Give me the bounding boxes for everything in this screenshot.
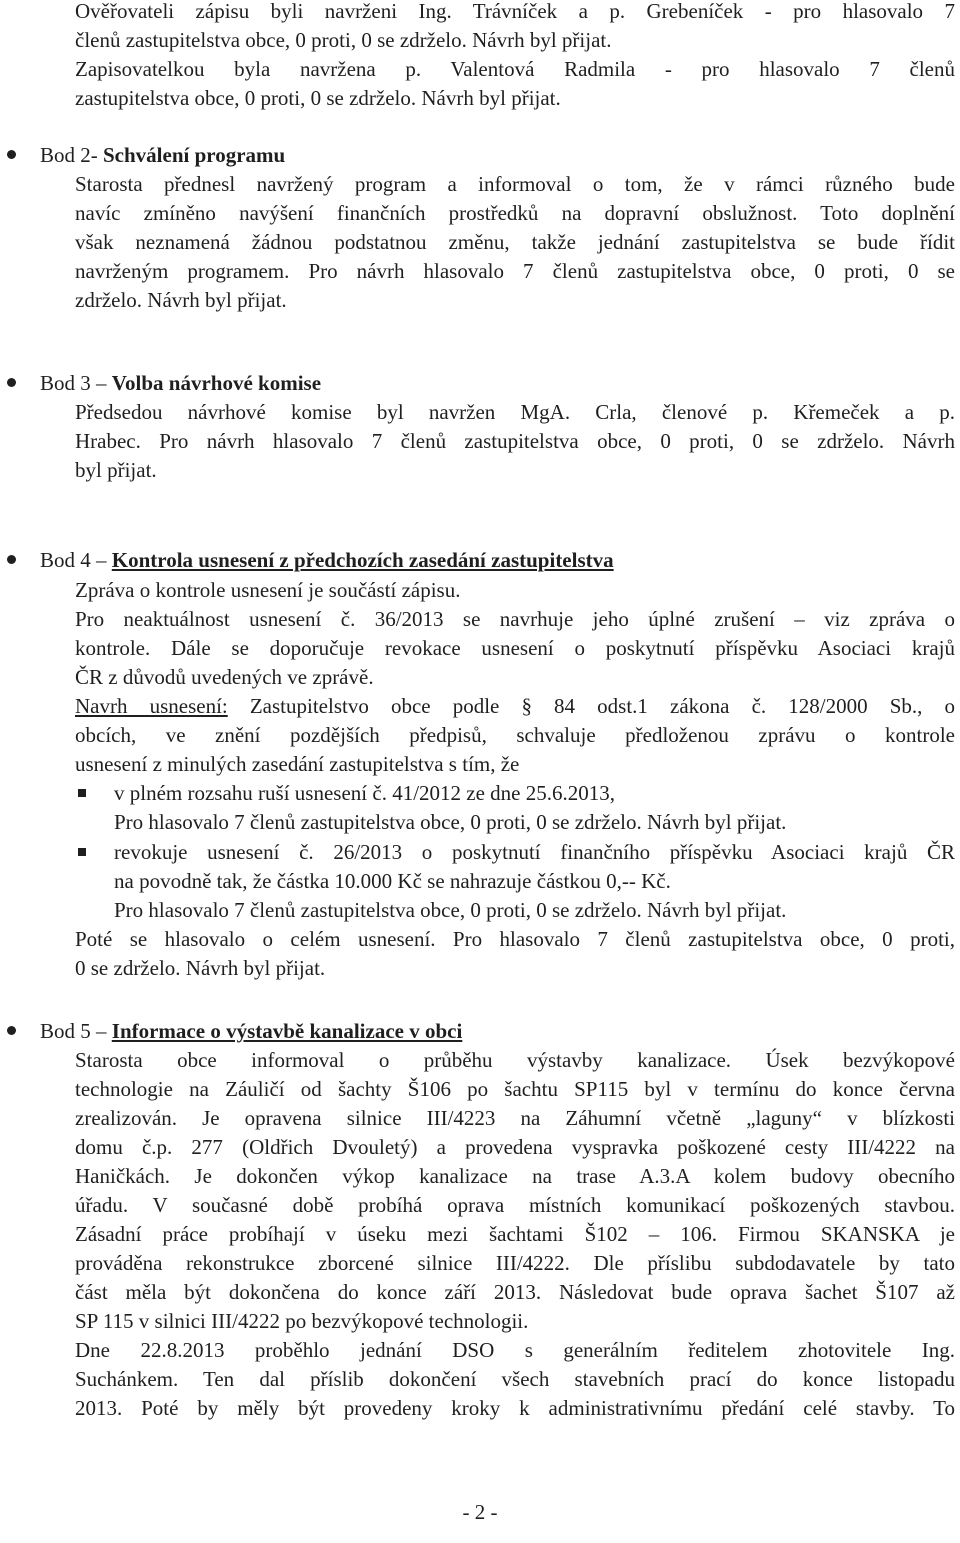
section-heading-bod2	[40, 141, 285, 169]
bod3-line: Hrabec. Pro návrh hlasovalo 7 členů zastupitelstva obce, 0 proti, 0 se zdrželo. Návrh	[75, 429, 955, 453]
navrh-line: usnesení z minulých zasedání zastupitelstva s tím, že	[75, 752, 520, 776]
bod5-line: část měla být dokončena do konce září 2013. Následovat bude oprava šachet Š107 až	[75, 1280, 955, 1304]
bod3-line: Předsedou návrhové komise byl navržen MgA. Crla, členové p. Křemeček a p.	[75, 400, 955, 424]
square-bullet-icon	[78, 789, 86, 797]
resolution-item: v plném rozsahu ruší usnesení č. 41/2012 ze dne 25.6.2013,	[114, 781, 615, 805]
resolution-vote: Pro hlasovalo 7 členů zastupitelstva obce, 0 proti, 0 se zdrželo. Návrh byl přijat.	[114, 810, 787, 834]
bod2-line: navrženým programem. Pro návrh hlasovalo 7 členů zastupitelstva obce, 0 proti, 0 se	[75, 259, 955, 283]
resolution-vote: Pro hlasovalo 7 členů zastupitelstva obce, 0 proti, 0 se zdrželo. Návrh byl přijat.	[114, 898, 787, 922]
bod5-line: prováděna rekonstrukce zborcené silnice III/4222. Dle příslibu subdodavatele by tato	[75, 1251, 955, 1275]
bod5-line: úřadu. V současné době probíhá oprava místních komunikací poškozených stavbou.	[75, 1193, 955, 1217]
heading-title: Kontrola usnesení z předchozích zasedání zastupitelstva	[111, 548, 614, 572]
bod4-line: ČR z důvodů uvedených ve zprávě.	[75, 665, 374, 689]
intro-line: Ověřovateli zápisu byli navrženi Ing. Trávníček a p. Grebeníček - pro hlasovalo 7	[75, 0, 955, 23]
bod4-line: kontrole. Dále se doporučuje revokace usnesení o poskytnutí příspěvku Asociaci krajů	[75, 636, 955, 660]
bullet-icon	[7, 150, 16, 159]
bod5-line: Zásadní práce probíhají v úseku mezi šachtami Š102 – 106. Firmou SKANSKA je	[75, 1222, 955, 1246]
bullet-icon	[7, 378, 16, 387]
heading-title: Informace o výstavbě kanalizace v obci	[111, 1019, 463, 1043]
bullet-icon	[7, 1026, 16, 1035]
bod5-line: technologie na Záuličí od šachty Š106 po šachtu SP115 byl v termínu do konce června	[75, 1077, 955, 1101]
heading-prefix: Bod 4 –	[40, 548, 112, 572]
bod2-line: navíc zmíněno navýšení finančních prostředků na dopravní obslužnost. Toto doplnění	[75, 201, 955, 225]
navrh-line: obcích, ve znění pozdějších předpisů, schvaluje předloženou zprávu o kontrole	[75, 723, 955, 747]
bod4-line: Zpráva o kontrole usnesení je součástí zápisu.	[75, 578, 461, 602]
bod2-line: zdrželo. Návrh byl přijat.	[75, 288, 287, 312]
intro-line: členů zastupitelstva obce, 0 proti, 0 se zdrželo. Návrh byl přijat.	[75, 28, 612, 52]
bod5-line: domu č.p. 277 (Oldřich Dvouletý) a provedena vyspravka poškozené cesty III/4222 na	[75, 1135, 955, 1159]
navrh-text: Zastupitelstvo obce podle § 84 odst.1 zákona č. 128/2000 Sb., o	[227, 694, 955, 718]
bod5-line: Haničkách. Je dokončen výkop kanalizace na trase A.3.A kolem budovy obecního	[75, 1164, 955, 1188]
bod3-line: byl přijat.	[75, 458, 157, 482]
bod5-line: SP 115 v silnici III/4222 po bezvýkopové technologii.	[75, 1309, 529, 1333]
heading-title: Schválení programu	[103, 143, 286, 167]
intro-line: zastupitelstva obce, 0 proti, 0 se zdrželo. Návrh byl přijat.	[75, 86, 561, 110]
resolution-item: na povodně tak, že částka 10.000 Kč se nahrazuje částkou 0,-- Kč.	[114, 869, 671, 893]
bod4-line: Pro neaktuálnost usnesení č. 36/2013 se navrhuje jeho úplné zrušení – viz zpráva o	[75, 607, 955, 631]
navrh-usneseni-line	[75, 692, 955, 720]
heading-prefix: Bod 3 –	[40, 371, 112, 395]
bod2-line: však neznamená žádnou podstatnou změnu, takže jednání zastupitelstva se bude řídit	[75, 230, 955, 254]
navrh-label: Navrh usnesení:	[75, 694, 228, 718]
bullet-icon	[7, 555, 16, 564]
square-bullet-icon	[78, 848, 86, 856]
bod2-line: Starosta přednesl navržený program a informoval o tom, že v rámci různého bude	[75, 172, 955, 196]
resolution-item: revokuje usnesení č. 26/2013 o poskytnutí finančního příspěvku Asociaci krajů ČR	[114, 840, 955, 864]
closing-line: 0 se zdrželo. Návrh byl přijat.	[75, 956, 326, 980]
section-heading-bod3	[40, 369, 321, 397]
section-heading-bod5	[40, 1017, 462, 1045]
bod5-line: Dne 22.8.2013 proběhlo jednání DSO s generálním ředitelem zhotovitele Ing.	[75, 1338, 955, 1362]
section-heading-bod4	[40, 546, 614, 574]
bod5-line: 2013. Poté by měly být provedeny kroky k administrativnímu předání celé stavby. To	[75, 1396, 955, 1420]
bod5-line: Suchánkem. Ten dal příslib dokončení všech stavebních prací do konce listopadu	[75, 1367, 955, 1391]
heading-prefix: Bod 2-	[40, 143, 103, 167]
closing-line: Poté se hlasovalo o celém usnesení. Pro hlasovalo 7 členů zastupitelstva obce, 0 proti,	[75, 927, 955, 951]
intro-line: Zapisovatelkou byla navržena p. Valentová Radmila - pro hlasovalo 7 členů	[75, 57, 955, 81]
heading-prefix: Bod 5 –	[40, 1019, 112, 1043]
heading-title: Volba návrhové komise	[111, 371, 322, 395]
bod5-line: Starosta obce informoval o průběhu výstavby kanalizace. Úsek bezvýkopové	[75, 1048, 955, 1072]
page-number: - 2 -	[462, 1500, 498, 1524]
bod5-line: zrealizován. Je opravena silnice III/4223 na Záhumní včetně „laguny“ v blízkosti	[75, 1106, 955, 1130]
